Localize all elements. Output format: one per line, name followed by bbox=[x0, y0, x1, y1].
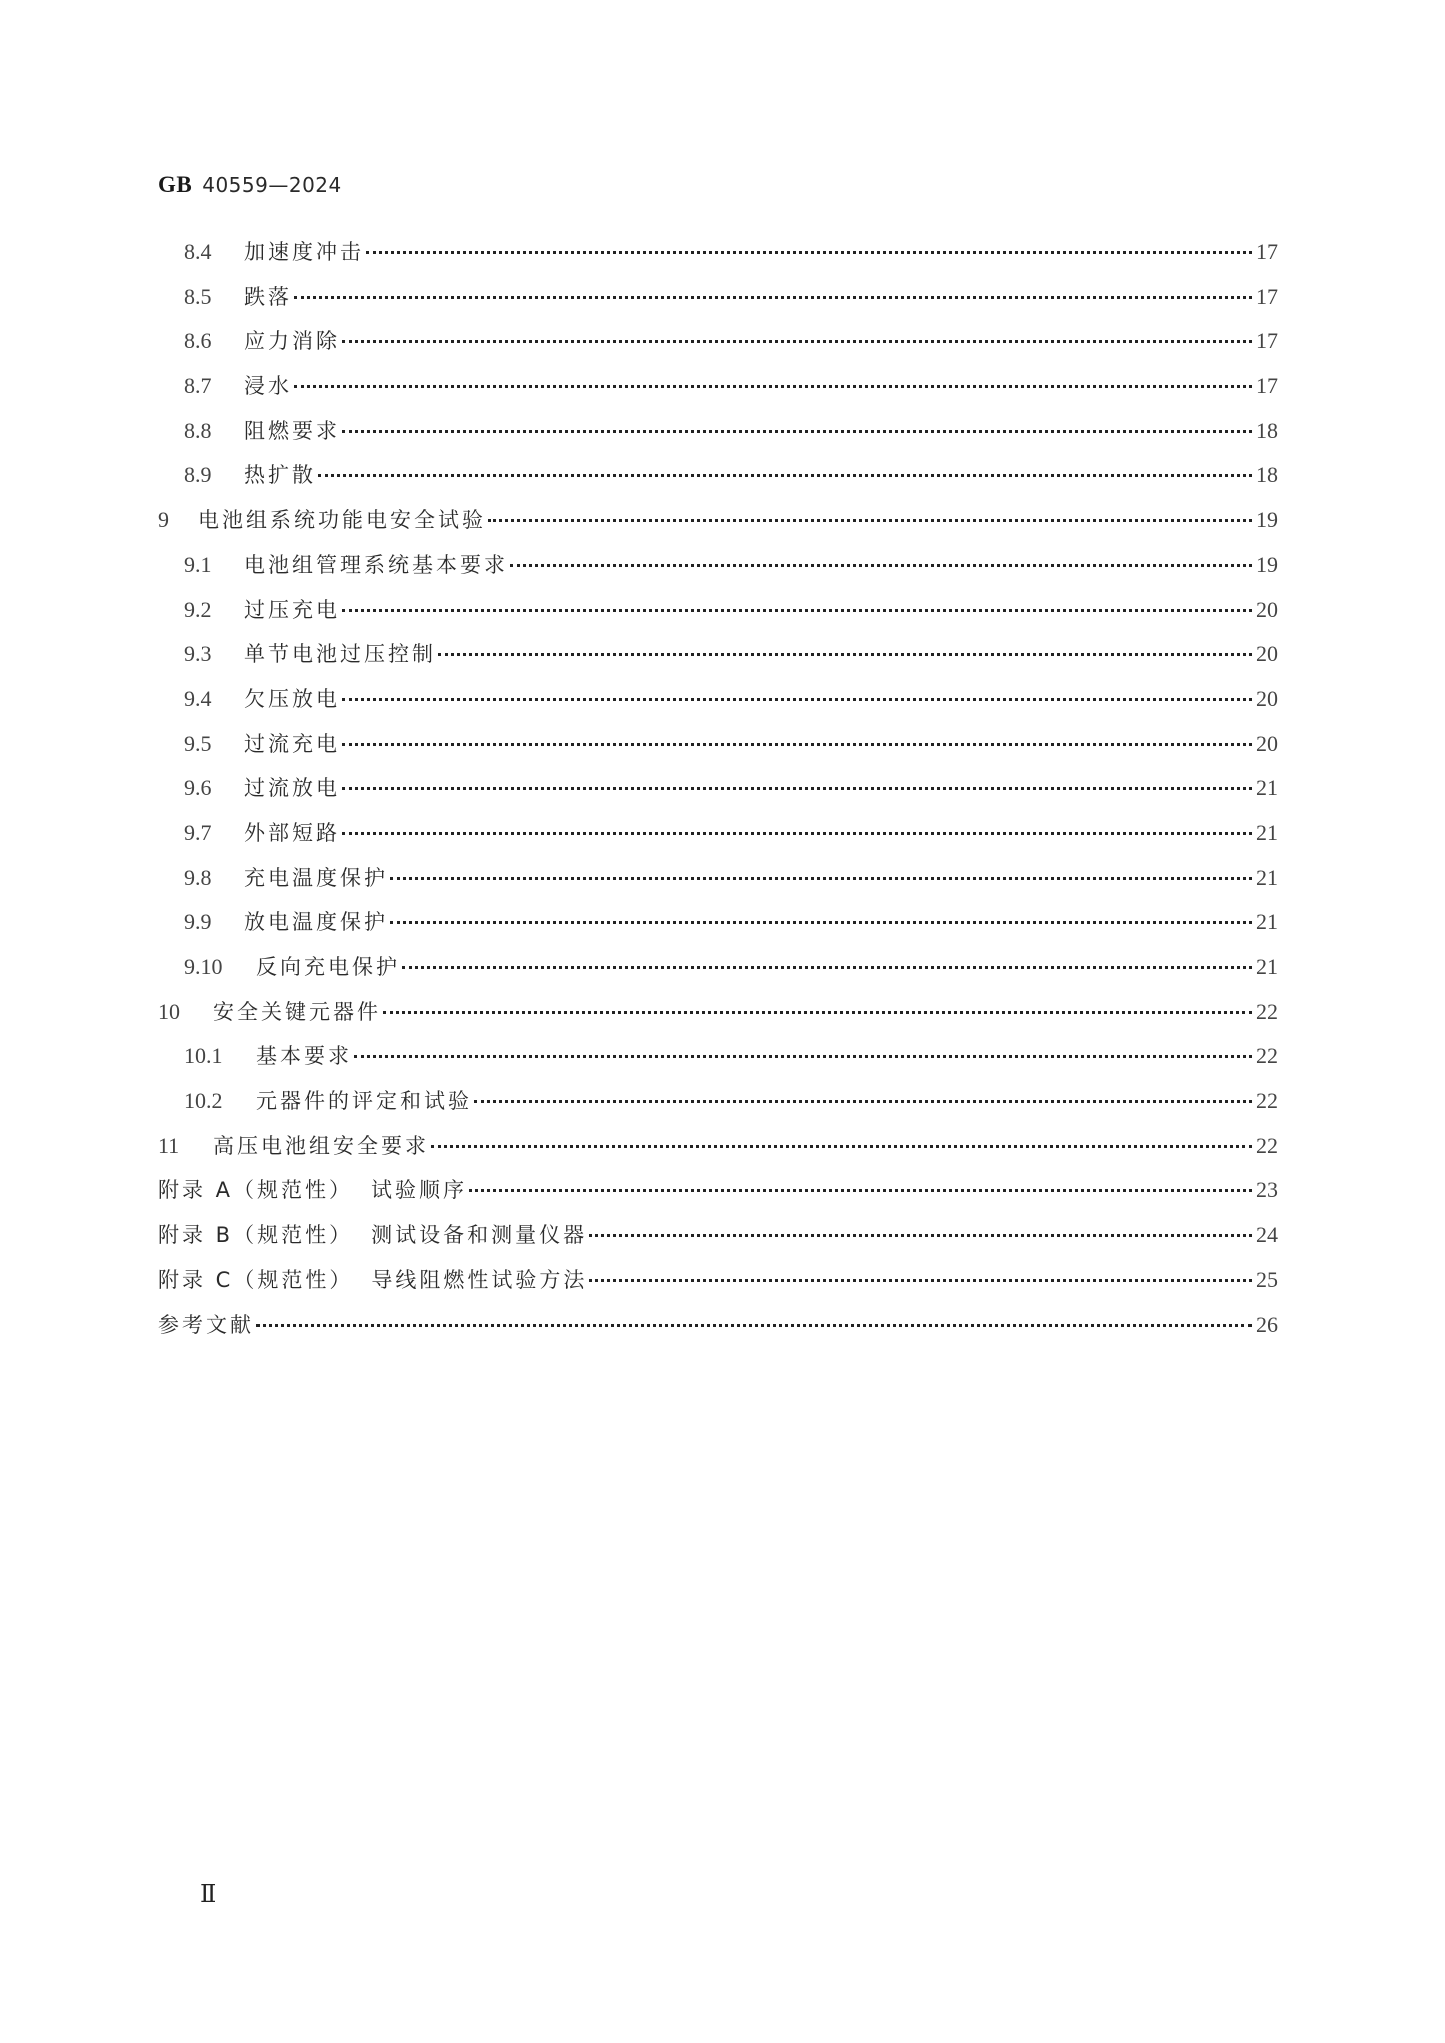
toc-entry-number: 10.1 bbox=[184, 1043, 223, 1069]
dot-leader bbox=[342, 698, 1252, 701]
toc-entry-number: 9.6 bbox=[184, 775, 212, 801]
toc-entry-number: 9.7 bbox=[184, 819, 212, 845]
toc-entry[interactable] bbox=[158, 281, 1278, 326]
toc-entry-title: 浸水 bbox=[244, 374, 292, 399]
toc-entry-number: 10.2 bbox=[184, 1088, 223, 1114]
toc-bibliography[interactable] bbox=[158, 1309, 1278, 1354]
toc-entry-number: 8.7 bbox=[184, 373, 212, 399]
dot-leader bbox=[474, 1100, 1252, 1103]
dot-leader bbox=[402, 966, 1252, 969]
toc-entry-number: 8.6 bbox=[184, 328, 212, 354]
toc-entry-page: 20 bbox=[1256, 641, 1278, 667]
toc-entry-page: 17 bbox=[1256, 373, 1278, 399]
dot-leader bbox=[256, 1324, 1252, 1327]
dot-leader bbox=[383, 1011, 1252, 1014]
standard-prefix: GB bbox=[158, 172, 193, 197]
toc-entry-number: 9.8 bbox=[184, 864, 212, 890]
dot-leader bbox=[342, 832, 1252, 835]
toc-entry-page: 22 bbox=[1256, 1043, 1278, 1069]
annex-label: 附录 C（规范性） bbox=[158, 1267, 354, 1292]
toc-entry-page: 17 bbox=[1256, 239, 1278, 264]
toc-annex-b[interactable] bbox=[158, 1219, 1278, 1264]
toc-entry-page: 19 bbox=[1256, 507, 1278, 533]
toc-entry-page: 18 bbox=[1256, 417, 1278, 443]
toc-entry[interactable] bbox=[158, 459, 1278, 504]
toc-entry-page: 22 bbox=[1256, 998, 1278, 1024]
dot-leader bbox=[342, 340, 1252, 343]
annex-label: 附录 A（规范性） bbox=[158, 1178, 354, 1203]
dot-leader bbox=[366, 251, 1252, 254]
toc-entry-title: 过压充电 bbox=[244, 597, 340, 622]
document-header bbox=[158, 172, 342, 198]
toc-entry-title: 高压电池组安全要求 bbox=[213, 1133, 429, 1158]
dot-leader bbox=[342, 743, 1252, 746]
toc-entry-title: 充电温度保护 bbox=[244, 865, 388, 890]
toc-entry-page: 20 bbox=[1256, 730, 1278, 756]
toc-annex-a[interactable] bbox=[158, 1174, 1278, 1219]
dot-leader bbox=[294, 385, 1252, 388]
toc-entry-page: 26 bbox=[1256, 1311, 1278, 1337]
toc-entry-page: 17 bbox=[1256, 283, 1278, 309]
toc-entry-title: 过流放电 bbox=[244, 776, 340, 801]
toc-entry-title: 试验顺序 bbox=[371, 1178, 468, 1203]
toc-entry-number: 11 bbox=[158, 1132, 180, 1158]
toc-entry[interactable] bbox=[158, 325, 1278, 370]
toc-entry-number: 8.9 bbox=[184, 462, 212, 488]
toc-entry-number: 8.5 bbox=[184, 283, 212, 309]
toc-entry-number: 9 bbox=[158, 507, 169, 533]
dot-leader bbox=[342, 609, 1252, 612]
toc-entry[interactable] bbox=[158, 862, 1278, 907]
dot-leader bbox=[438, 653, 1252, 656]
toc-entry[interactable] bbox=[158, 1085, 1278, 1130]
dot-leader bbox=[342, 787, 1252, 790]
toc-entry-number: 9.9 bbox=[184, 909, 212, 935]
dot-leader bbox=[342, 430, 1252, 433]
toc-entry-number: 10 bbox=[158, 998, 180, 1024]
toc-entry-title: 基本要求 bbox=[256, 1044, 352, 1069]
toc-entry-number: 9.10 bbox=[184, 954, 223, 979]
toc-entry-title: 导线阻燃性试验方法 bbox=[371, 1267, 588, 1292]
dot-leader bbox=[469, 1189, 1252, 1192]
toc-entry-title: 参考文献 bbox=[158, 1312, 254, 1337]
toc-entry-page: 21 bbox=[1256, 909, 1278, 935]
toc-entry[interactable] bbox=[158, 638, 1278, 683]
dot-leader bbox=[431, 1145, 1252, 1148]
toc-entry-number: 9.1 bbox=[184, 551, 212, 577]
dot-leader bbox=[510, 564, 1252, 567]
toc-entry-page: 19 bbox=[1256, 551, 1278, 577]
annex-label: 附录 B（规范性） bbox=[158, 1223, 354, 1248]
toc-entry-page: 22 bbox=[1256, 1132, 1278, 1158]
toc-entry-title: 过流充电 bbox=[244, 731, 340, 756]
toc-entry-page: 21 bbox=[1256, 864, 1278, 890]
toc-entry-title: 反向充电保护 bbox=[256, 955, 400, 979]
toc-entry-page: 24 bbox=[1256, 1222, 1278, 1248]
dot-leader bbox=[390, 921, 1252, 924]
toc-entry-number: 9.5 bbox=[184, 730, 212, 756]
toc-entry[interactable] bbox=[158, 772, 1278, 817]
toc-entry-title: 阻燃要求 bbox=[244, 418, 340, 443]
toc-entry-title: 电池组系统功能电安全试验 bbox=[198, 508, 486, 533]
toc-entry-page: 25 bbox=[1256, 1266, 1278, 1292]
toc-entry-page: 23 bbox=[1256, 1177, 1278, 1203]
toc-entry-title: 加速度冲击 bbox=[244, 240, 364, 264]
dot-leader bbox=[589, 1279, 1252, 1282]
toc-entry-title: 元器件的评定和试验 bbox=[256, 1089, 472, 1114]
toc-entry[interactable] bbox=[158, 1040, 1278, 1085]
toc-entry[interactable] bbox=[158, 415, 1278, 460]
toc-entry[interactable] bbox=[158, 236, 1278, 281]
toc-entry[interactable] bbox=[158, 951, 1278, 996]
toc-entry-number: 9.2 bbox=[184, 596, 212, 622]
toc-entry[interactable] bbox=[158, 549, 1278, 594]
toc-entry[interactable] bbox=[158, 370, 1278, 415]
dot-leader bbox=[488, 519, 1252, 522]
table-of-contents bbox=[158, 236, 1278, 1353]
toc-entry-page: 17 bbox=[1256, 328, 1278, 354]
toc-entry-title: 欠压放电 bbox=[244, 686, 340, 711]
toc-annex-c[interactable] bbox=[158, 1264, 1278, 1309]
toc-entry-page: 20 bbox=[1256, 685, 1278, 711]
toc-entry[interactable] bbox=[158, 817, 1278, 862]
toc-entry-number: 9.4 bbox=[184, 685, 212, 711]
page-number: Ⅱ bbox=[200, 1882, 217, 1908]
standard-number: 40559—2024 bbox=[202, 173, 342, 197]
dot-leader bbox=[589, 1234, 1252, 1237]
toc-entry-page: 20 bbox=[1256, 596, 1278, 622]
toc-chapter[interactable] bbox=[158, 504, 1278, 549]
toc-entry-title: 放电温度保护 bbox=[244, 910, 388, 935]
toc-entry-title: 跌落 bbox=[244, 284, 292, 309]
dot-leader bbox=[318, 474, 1252, 477]
toc-entry-page: 22 bbox=[1256, 1088, 1278, 1114]
dot-leader bbox=[390, 877, 1252, 880]
toc-entry[interactable] bbox=[158, 683, 1278, 728]
toc-entry-number: 8.8 bbox=[184, 417, 212, 443]
toc-entry-title: 电池组管理系统基本要求 bbox=[244, 552, 508, 577]
toc-entry-title: 测试设备和测量仪器 bbox=[371, 1223, 588, 1248]
toc-entry[interactable] bbox=[158, 728, 1278, 773]
toc-entry-title: 单节电池过压控制 bbox=[244, 642, 436, 667]
toc-entry-number: 9.3 bbox=[184, 641, 212, 667]
toc-entry-page: 21 bbox=[1256, 819, 1278, 845]
toc-entry[interactable] bbox=[158, 594, 1278, 639]
toc-entry-title: 热扩散 bbox=[244, 463, 316, 488]
toc-entry-title: 应力消除 bbox=[244, 329, 340, 354]
toc-chapter[interactable] bbox=[158, 1130, 1278, 1175]
toc-entry-title: 外部短路 bbox=[244, 820, 340, 845]
dot-leader bbox=[354, 1055, 1252, 1058]
toc-entry-page: 21 bbox=[1256, 775, 1278, 801]
toc-entry-page: 21 bbox=[1256, 954, 1278, 979]
toc-entry-page: 18 bbox=[1256, 462, 1278, 488]
toc-entry[interactable] bbox=[158, 906, 1278, 951]
toc-entry-number: 8.4 bbox=[184, 239, 212, 264]
toc-entry-title: 安全关键元器件 bbox=[213, 999, 381, 1024]
dot-leader bbox=[294, 296, 1252, 299]
toc-chapter[interactable] bbox=[158, 996, 1278, 1041]
